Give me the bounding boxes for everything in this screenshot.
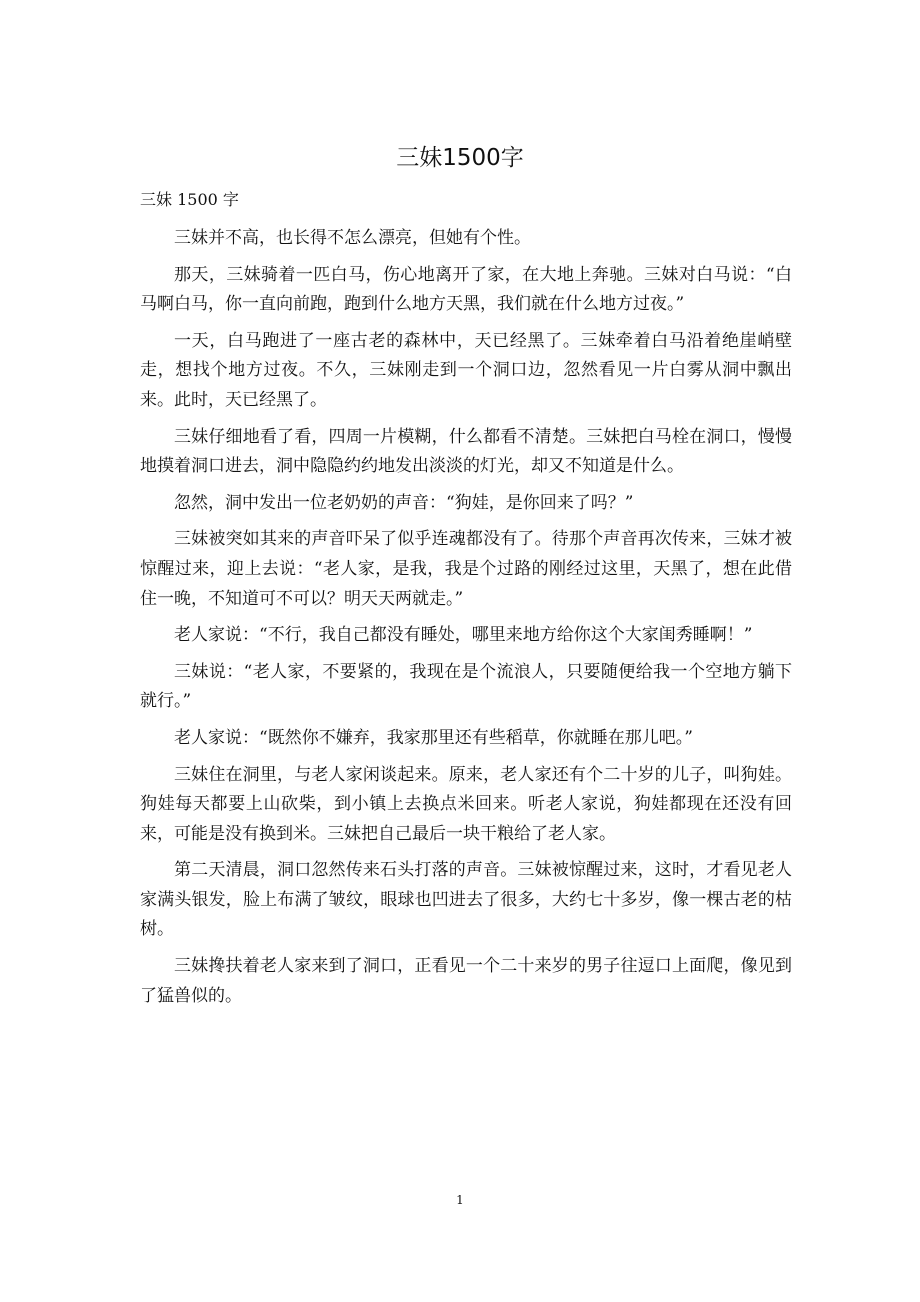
paragraph: 忽然，洞中发出一位老奶奶的声音：“狗娃，是你回来了吗？” <box>174 492 634 513</box>
page-number: 1 <box>456 1193 464 1207</box>
document-title: 三妹1500字 <box>396 145 524 171</box>
document-subtitle: 三妹 1500 字 <box>140 190 239 209</box>
paragraph: 一天，白马跑进了一座古老的森林中，天已经黑了。三妹牵着白马沿着绝崖峭壁走，想找个地方过夜。不久，三妹刚走到一个洞口边，忽然看见一片白雾从洞中飘出来。此时，天已经黑了。 <box>140 330 792 410</box>
paragraph: 第二天清晨，洞口忽然传来石头打落的声音。三妹被惊醒过来，这时，才看见老人家满头银发，脸上布满了皱纹，眼球也凹进去了很多，大约七十多岁，像一棵古老的枯树。 <box>140 860 792 940</box>
paragraph: 三妹搀扶着老人家来到了洞口，正看见一个二十来岁的男子往逗口上面爬，像见到了猛兽似的。 <box>140 956 792 1006</box>
paragraph: 老人家说：“不行，我自己都没有睡处，哪里来地方给你这个大家闺秀睡啊！” <box>174 625 753 646</box>
paragraph: 三妹被突如其来的声音吓呆了似乎连魂都没有了。待那个声音再次传来，三妹才被惊醒过来，迎上去说：“老人家，是我，我是个过路的刚经过这里，天黑了，想在此借住一晚，不知道可不可以？明天天两就走。” <box>140 529 792 609</box>
paragraph: 三妹并不高，也长得不怎么漂亮，但她有个性。 <box>174 228 531 248</box>
document-body <box>140 224 792 1018</box>
paragraph: 三妹仔细地看了看，四周一片模糊，什么都看不清楚。三妹把白马栓在洞口，慢慢地摸着洞口进去，洞中隐隐约约地发出淡淡的灯光，却又不知道是什么。 <box>140 426 792 477</box>
paragraph: 三妹住在洞里，与老人家闲谈起来。原来，老人家还有个二十岁的儿子，叫狗娃。狗娃每天都要上山砍柴，到小镇上去换点米回来。听老人家说，狗娃都现在还没有回来，可能是没有换到米。三妹把自己最后一块干粮给了老人家。 <box>140 764 792 844</box>
paragraph: 三妹说：“老人家，不要紧的，我现在是个流浪人，只要随便给我一个空地方躺下就行。” <box>140 661 792 712</box>
paragraph: 老人家说：“既然你不嫌弃，我家那里还有些稻草，你就睡在那儿吧。” <box>174 727 693 748</box>
paragraph: 那天，三妹骑着一匹白马，伤心地离开了家，在大地上奔驰。三妹对白马说：“白马啊白马，你一直向前跑，跑到什么地方天黑，我们就在什么地方过夜。” <box>140 264 792 315</box>
